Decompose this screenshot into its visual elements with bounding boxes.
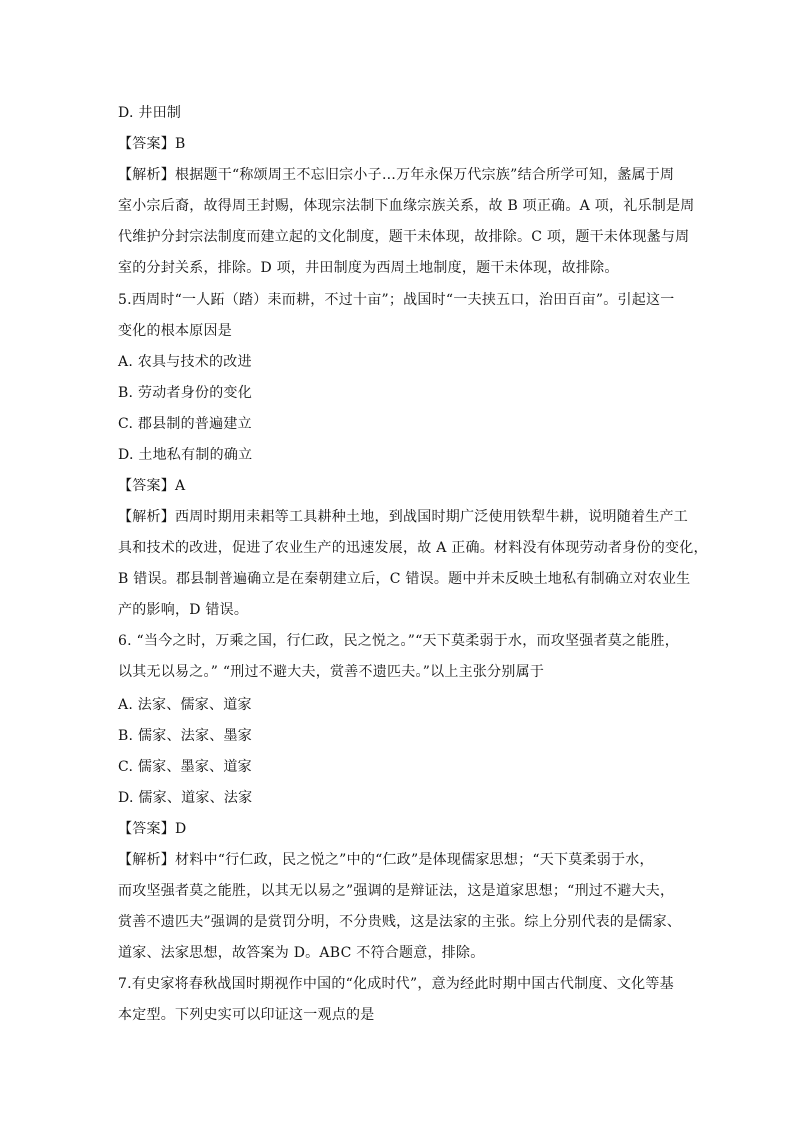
q5-stem-line-2: 变化的根本原因是	[118, 323, 232, 339]
q6-analysis-line-3: 赏善不遗匹夫”强调的是赏罚分明，不分贵贱，这是法家的主张。综上分别代表的是儒家、	[118, 914, 682, 930]
q7-stem-line-2: 本定型。下列史实可以印证这一观点的是	[118, 1007, 375, 1023]
q5-analysis-line-3: B 错误。郡县制普遍确立是在秦朝建立后，C 错误。题中并未反映土地私有制确立对农业生	[118, 571, 691, 587]
q4-answer: 【答案】B	[118, 136, 186, 152]
q4-option-d: D. 井田制	[118, 105, 182, 121]
q4-analysis-line-3: 代维护分封宗法制度而建立起的文化制度，题干未体现，故排除。C 项，题干未体现盠与周	[118, 229, 690, 245]
q5-option-c: C. 郡县制的普遍建立	[118, 416, 252, 432]
q6-option-a: A. 法家、儒家、道家	[118, 697, 252, 713]
q6-stem-line-1: 6. “当今之时，万乘之国，行仁政，民之悦之。”“天下莫柔弱于水，而攻坚强者莫之能胜，	[118, 633, 680, 649]
q5-answer: 【答案】A	[118, 478, 186, 494]
q5-stem-line-1: 5.西周时“一人跖（踏）耒而耕，不过十亩”；战国时“一夫挟五口，治田百亩”。引起这一	[118, 292, 675, 308]
q5-option-b: B. 劳动者身份的变化	[118, 385, 252, 401]
q6-option-c: C. 儒家、墨家、道家	[118, 759, 252, 775]
q7-stem-line-1: 7.有史家将春秋战国时期视作中国的“化成时代”，意为经此时期中国古代制度、文化等基	[118, 976, 674, 992]
q5-analysis-line-1: 【解析】西周时期用耒耜等工具耕种土地，到战国时期广泛使用铁犁牛耕，说明随着生产工	[118, 509, 688, 525]
q6-option-b: B. 儒家、法家、墨家	[118, 728, 252, 744]
q6-stem-line-2: 以其无以易之。” “刑过不避大夫，赏善不遗匹夫。”以上主张分别属于	[118, 664, 545, 680]
q6-option-d: D. 儒家、道家、法家	[118, 790, 253, 806]
q6-analysis-line-1: 【解析】材料中“行仁政，民之悦之”中的“仁政”是体现儒家思想；“天下莫柔弱于水，	[118, 852, 654, 868]
q5-analysis-line-2: 具和技术的改进，促进了农业生产的迅速发展，故 A 正确。材料没有体现劳动者身份的变化，	[118, 540, 708, 556]
q4-analysis-line-1: 【解析】根据题干“称颂周王不忘旧宗小子…万年永保万代宗族”结合所学可知，盠属于周	[118, 167, 675, 183]
q6-analysis-line-2: 而攻坚强者莫之能胜，以其无以易之”强调的是辩证法，这是道家思想；“刑过不避大夫，	[118, 883, 675, 899]
q5-analysis-line-4: 产的影响，D 错误。	[118, 602, 249, 618]
q5-option-d: D. 土地私有制的确立	[118, 447, 253, 463]
q6-answer: 【答案】D	[118, 821, 187, 837]
q5-option-a: A. 农具与技术的改进	[118, 354, 252, 370]
q4-analysis-line-4: 室的分封关系，排除。D 项，井田制度为西周土地制度，题干未体现，故排除。	[118, 260, 619, 276]
q4-analysis-line-2: 室小宗后裔，故得周王封赐，体现宗法制下血缘宗族关系，故 B 项正确。A 项，礼乐制是周	[118, 198, 695, 214]
q6-analysis-line-4: 道家、法家思想，故答案为 D。ABC 不符合题意，排除。	[118, 945, 485, 961]
